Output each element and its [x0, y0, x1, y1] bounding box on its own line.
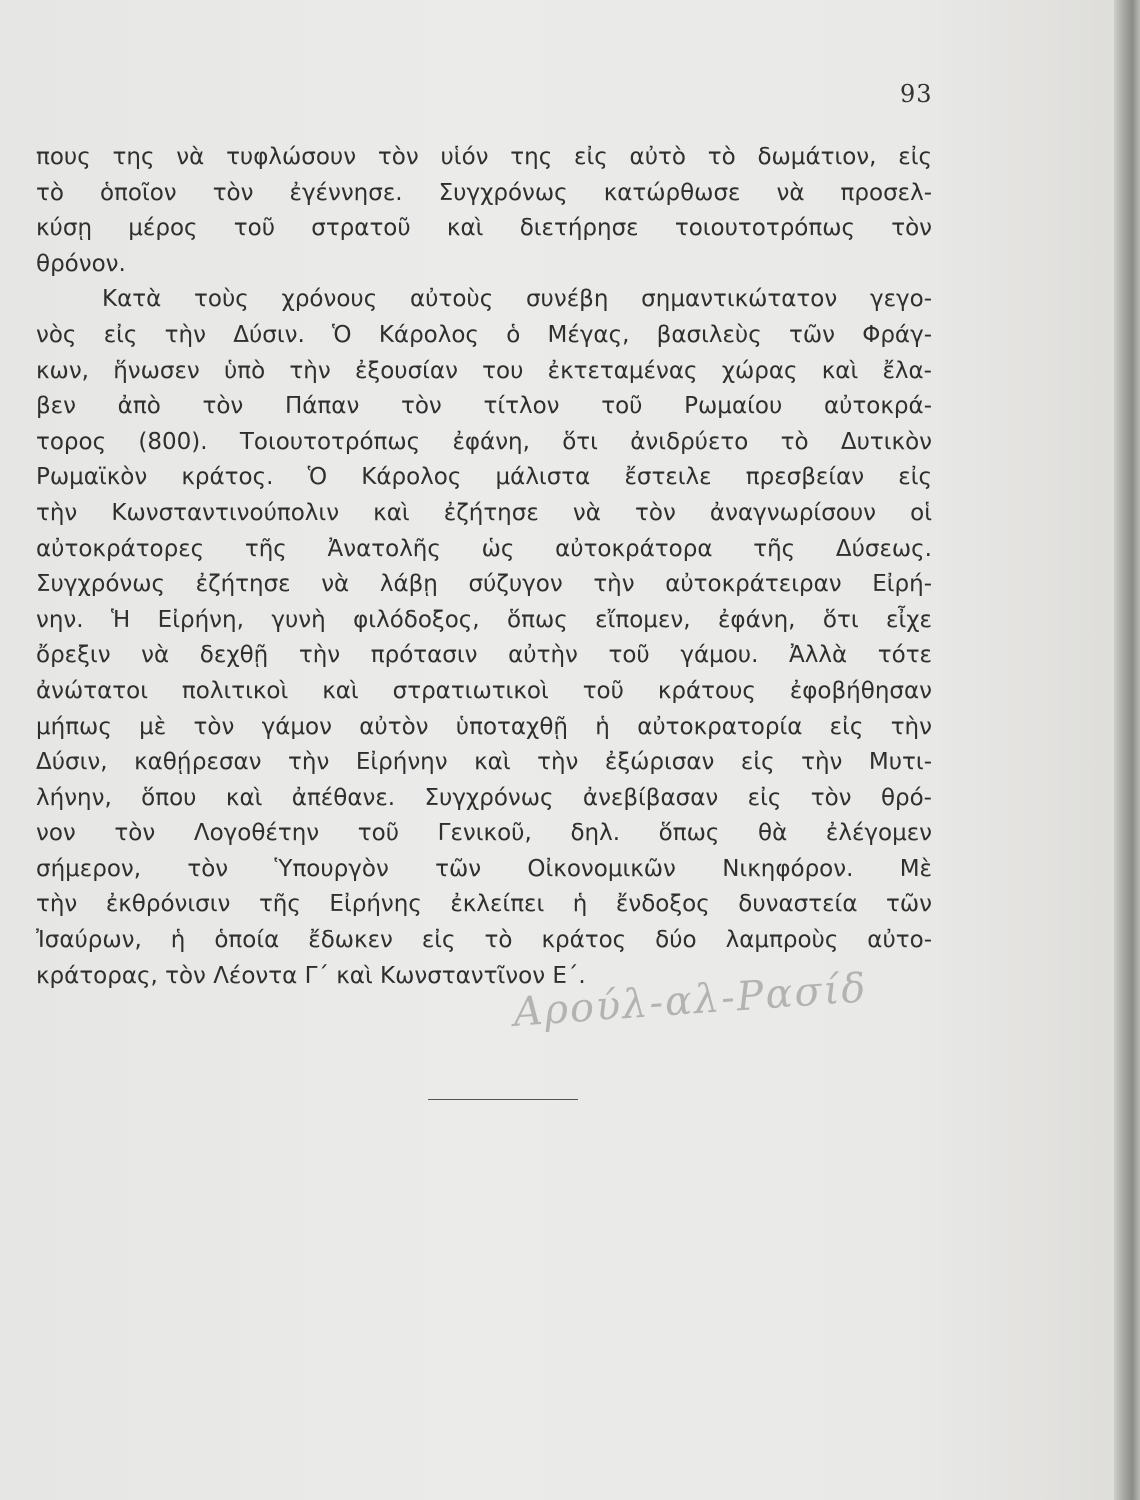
text-line: νὸς εἰς τὴν Δύσιν. Ὁ Κάρολος ὁ Μέγας, βασιλεὺς τῶν Φράγ- [36, 321, 932, 348]
text-line: νον τὸν Λογοθέτην τοῦ Γενικοῦ, δηλ. ὅπως θὰ ἐλέγομεν [36, 820, 932, 847]
text-line: τὸ ὁποῖον τὸν ἐγέννησε. Συγχρόνως κατώρθωσε νὰ προσελ- [36, 179, 932, 206]
body-text [36, 140, 932, 994]
text-line: ἀνώτατοι πολιτικοὶ καὶ στρατιωτικοὶ τοῦ κράτους ἐφοβήθησαν [36, 677, 932, 704]
text-line: κων, ἥνωσεν ὑπὸ τὴν ἐξουσίαν του ἐκτεταμένας χώρας καὶ ἔλα- [36, 357, 932, 384]
text-line: αὐτοκράτορες τῆς Ἀνατολῆς ὡς αὐτοκράτορα τῆς Δύσεως. [36, 535, 932, 562]
section-divider [428, 1099, 578, 1100]
text-line: Δύσιν, καθῄρεσαν τὴν Εἰρήνην καὶ τὴν ἐξώρισαν εἰς τὴν Μυτι- [36, 749, 932, 776]
page-edge-shadow [1114, 0, 1140, 1500]
text-line: μήπως μὲ τὸν γάμον αὐτὸν ὑποταχθῇ ἡ αὐτοκρατορία εἰς τὴν [36, 713, 932, 740]
text-line: Ἰσαύρων, ἡ ὁποία ἔδωκεν εἰς τὸ κράτος δύο λαμπροὺς αὐτο- [36, 927, 932, 954]
text-line: ὄρεξιν νὰ δεχθῇ τὴν πρότασιν αὐτὴν τοῦ γάμου. Ἀλλὰ τότε [36, 642, 932, 669]
text-line: νην. Ἡ Εἰρήνη, γυνὴ φιλόδοξος, ὅπως εἴπομεν, ἐφάνη, ὅτι εἶχε [36, 606, 932, 633]
page-number: 93 [900, 80, 933, 108]
text-line: Κατὰ τοὺς χρόνους αὐτοὺς συνέβη σημαντικώτατον γεγο- [102, 286, 932, 313]
text-line: λήνην, ὅπου καὶ ἀπέθανε. Συγχρόνως ἀνεβίβασαν εἰς τὸν θρό- [36, 784, 932, 811]
text-line: Συγχρόνως ἐζήτησε νὰ λάβῃ σύζυγον τὴν αὐτοκράτειραν Εἰρή- [36, 571, 932, 598]
text-line: θρόνον. [36, 250, 126, 277]
text-line: κράτορας, τὸν Λέοντα Γ΄ καὶ Κωνσταντῖνον Ε΄. [36, 962, 586, 989]
text-line: πους της νὰ τυφλώσουν τὸν υἱόν της εἰς αὐτὸ τὸ δωμάτιον, εἰς [36, 144, 932, 170]
text-line: τὴν ἐκθρόνισιν τῆς Εἰρήνης ἐκλείπει ἡ ἔνδοξος δυναστεία τῶν [36, 891, 932, 918]
text-line: τὴν Κωνσταντινούπολιν καὶ ἐζήτησε νὰ τὸν ἀναγνωρίσουν οἱ [36, 499, 932, 526]
handwritten-note: Αρούλ-αλ-Ρασίδ [512, 965, 869, 1036]
text-line: Ρωμαϊκὸν κράτος. Ὁ Κάρολος μάλιστα ἔστειλε πρεσβείαν εἰς [36, 464, 932, 491]
text-line: σήμερον, τὸν Ὑπουργὸν τῶν Οἰκονομικῶν Νικηφόρον. Μὲ [36, 855, 932, 882]
text-line: κύσῃ μέρος τοῦ στρατοῦ καὶ διετήρησε τοιουτοτρόπως τὸν [36, 215, 932, 242]
text-line: τορος (800). Τοιουτοτρόπως ἐφάνη, ὅτι ἀνιδρύετο τὸ Δυτικὸν [36, 428, 932, 455]
text-line: βεν ἀπὸ τὸν Πάπαν τὸν τίτλον τοῦ Ρωμαίου αὐτοκρά- [36, 393, 932, 420]
